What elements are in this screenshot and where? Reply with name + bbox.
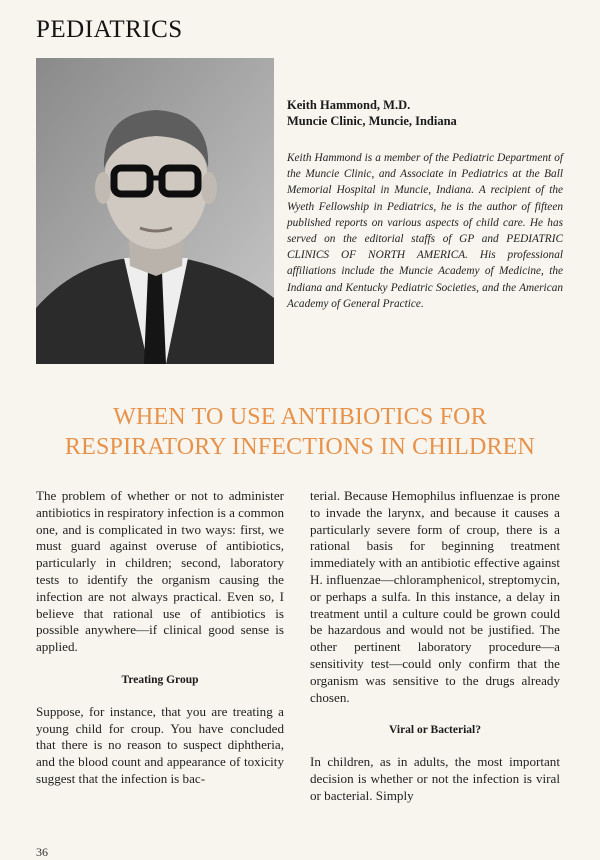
author-portrait	[36, 58, 274, 364]
article-title-line-2: RESPIRATORY INFECTIONS IN CHILDREN	[64, 434, 536, 460]
article-column-right	[310, 488, 560, 805]
article-title-line-1: WHEN TO USE ANTIBIOTICS FOR	[113, 404, 487, 430]
paragraph: In children, as in adults, the most important decision is whether or not the infection is viral or bacterial. Simply	[310, 754, 560, 803]
paragraph: Suppose, for instance, that you are treating a young child for croup. You have concluded that there is no reason to suspect diphtheria, and the blood count and appearance of toxicity suggest that the infection is bac-	[36, 703, 284, 786]
paragraph: The problem of whether or not to administer antibiotics in respiratory infection is a common one, and is complicated in two ways: first, we must guard against overuse of antibiotics, particularly in children; second, laboratory tests to identify the organism causing the infection are not always practical. Even so, I believe that rational use of antibiotics is possible anywhere—if clinical good sense is applied.	[36, 488, 284, 655]
author-name: Keith Hammond, M.D.	[287, 98, 411, 112]
page-number: 36	[36, 845, 48, 859]
article-column-left	[36, 488, 284, 788]
subheading-viral-or-bacterial: Viral or Bacterial?	[389, 724, 481, 737]
author-affiliation: Muncie Clinic, Muncie, Indiana	[287, 114, 457, 128]
paragraph: terial. Because Hemophilus influenzae is prone to invade the larynx, and because it causes a particularly severe form of croup, there is a rational basis for beginning treatment immediately with an antibiotic effective against H. influenzae—chloramphenicol, streptomycin, or perhaps a sulfa. In this instance, a delay in treatment until a culture could be grown could be hazardous and would not be justified. The other pertinent laboratory procedure—a sensitivity test—could only confirm that the organism was sensitive to the drugs already chosen.	[310, 488, 560, 705]
section-title: PEDIATRICS	[36, 16, 183, 43]
author-bio: Keith Hammond is a member of the Pediatric Department of the Muncie Clinic, and Associate in Pediatrics at the Ball Memorial Hospital in Muncie, Indiana. A recipient of the Wyeth Fellowship in Pediatrics, he is the author of fifteen published reports on various aspects of child care. He has served on the editorial staffs of GP and PEDIATRIC CLINICS OF NORTH AMERICA. His professional affiliations include the Muncie Academy of Medicine, the Indiana and Kentucky Pediatric Societies, and the American Academy of General Practice.	[287, 152, 563, 310]
subheading-treating-group: Treating Group	[121, 673, 199, 686]
